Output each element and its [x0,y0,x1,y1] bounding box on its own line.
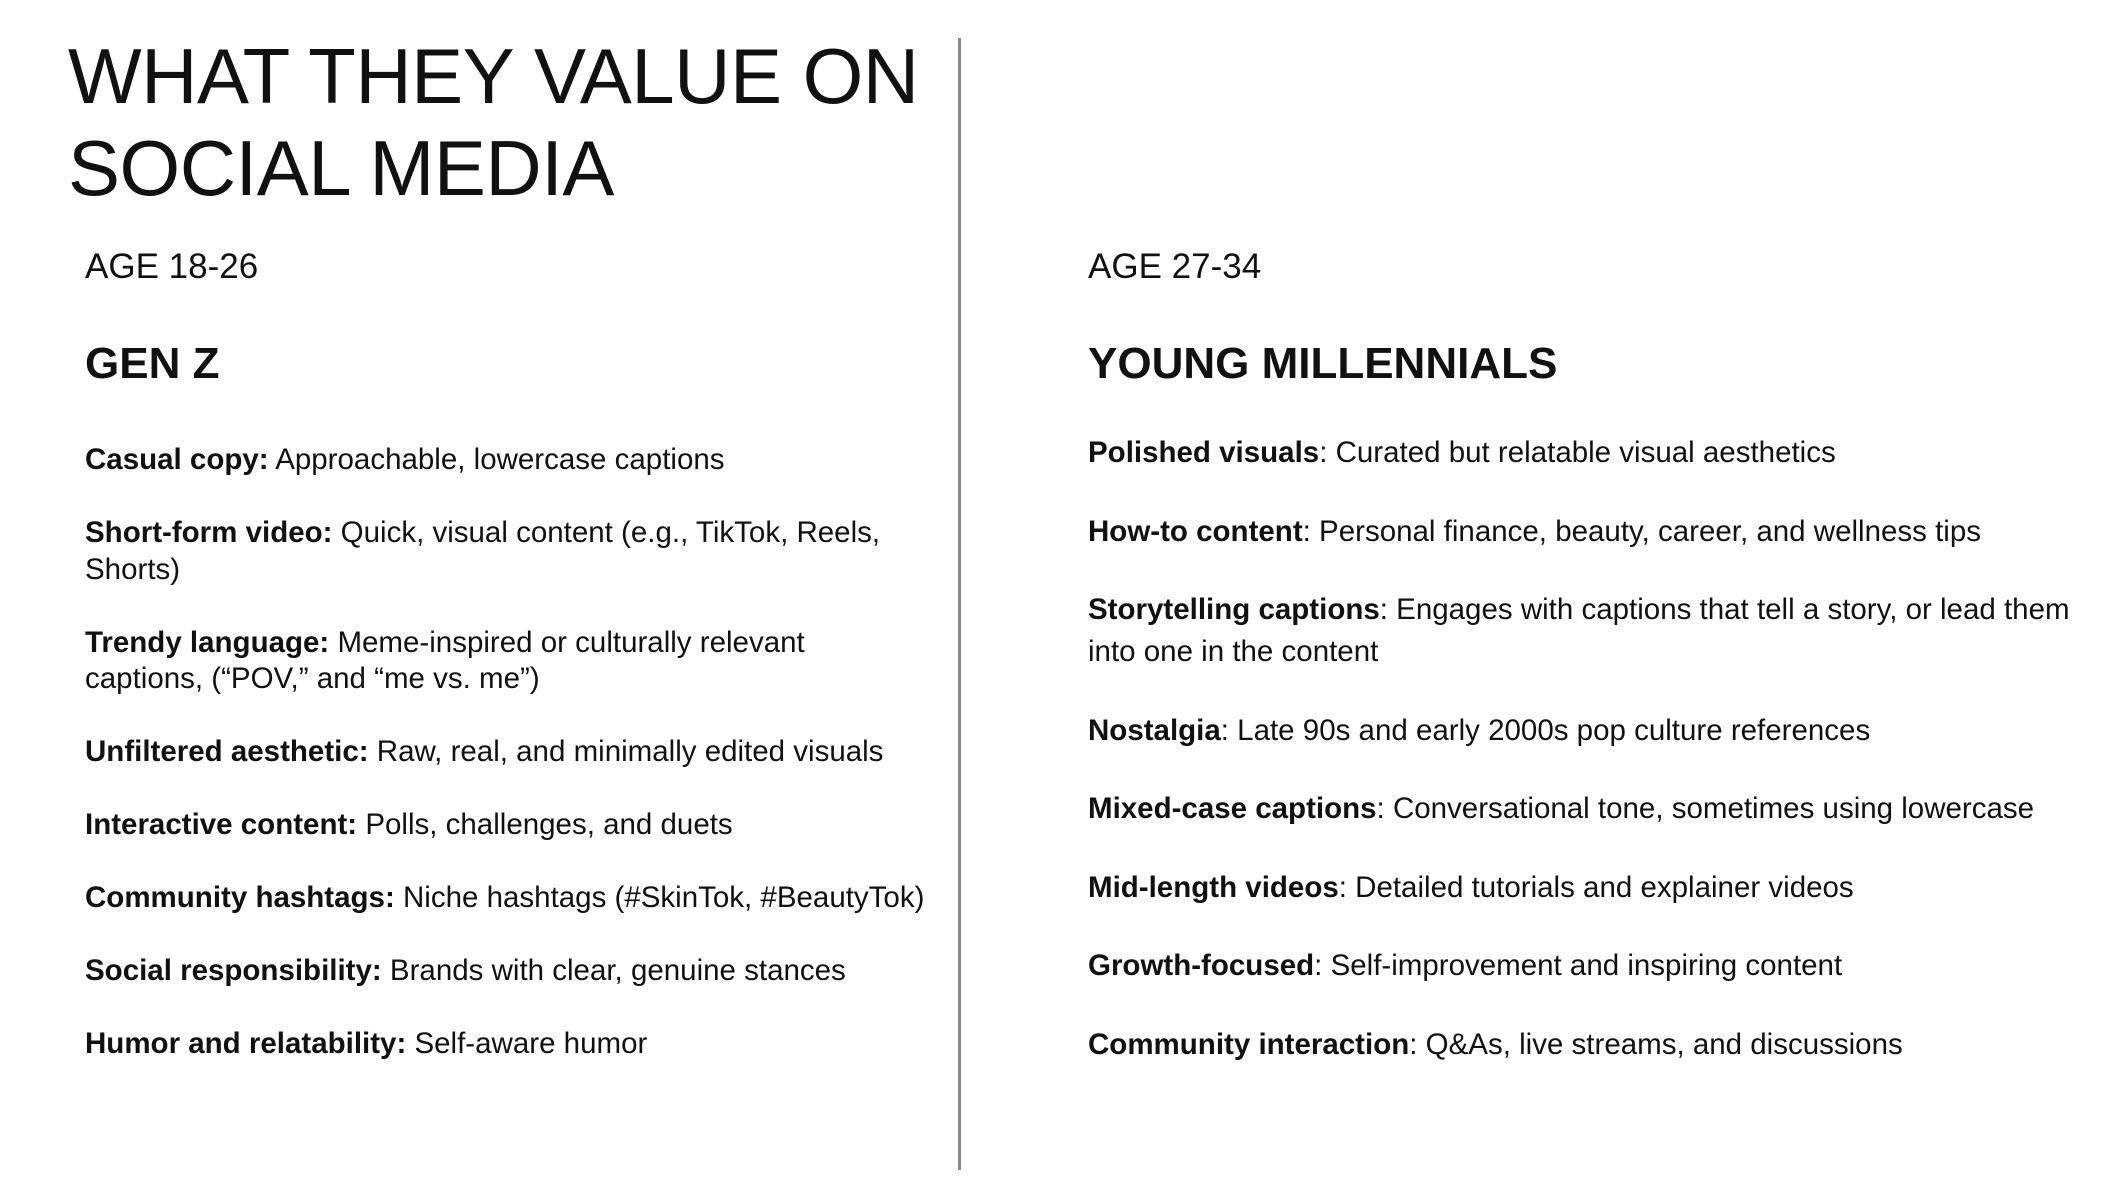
item-description: : Curated but relatable visual aesthetics [1319,436,1836,469]
value-list [1088,432,2088,1102]
item-description: : Engages with captions that tell a story, or lead them into one in the content [1088,593,2070,668]
item-description: : Conversational tone, sometimes using lowercase [1376,792,2035,825]
list-item [85,442,925,479]
list-item [1088,589,2088,673]
list-item [1088,1024,2088,1066]
list-item [1088,511,2088,553]
item-term: Mid-length videos [1088,870,1339,904]
item-term: Casual copy: [85,443,269,476]
item-term: Humor and relatability: [85,1027,407,1060]
item-term: Community interaction [1088,1027,1410,1061]
item-description: Brands with clear, genuine stances [381,954,846,987]
item-description: Approachable, lowercase captions [268,443,725,476]
item-description: Meme-inspired or culturally relevant captions, (“POV,” and “me vs. me”) [85,625,805,695]
list-item [85,807,925,844]
item-term: Polished visuals [1088,436,1320,469]
item-term: Short-form video: [85,516,333,549]
item-term: Interactive content: [85,808,358,841]
list-item [1088,945,2088,987]
item-term: Nostalgia [1088,713,1221,747]
item-description: : Personal finance, beauty, career, and wellness tips [1302,514,1981,548]
value-list [85,442,925,1099]
group-heading: YOUNG MILLENNIALS [1088,339,1558,388]
gen-z-column [85,246,925,1060]
item-description: Self-aware humor [406,1027,648,1060]
item-term: Growth-focused [1088,949,1315,982]
age-range-label: AGE 27-34 [1088,247,1262,286]
item-term: Storytelling captions [1088,593,1380,626]
item-description: : Self-improvement and inspiring content [1314,949,1843,982]
item-description: Polls, challenges, and duets [357,808,733,841]
item-term: Community hashtags: [85,881,395,914]
item-description: : Detailed tutorials and explainer videos [1338,870,1854,904]
page-title: WHAT THEY VALUE ON SOCIAL MEDIA [68,32,919,212]
item-term: Trendy language: [85,625,330,659]
list-item [85,953,925,990]
list-item [1088,710,2088,752]
column-divider [958,38,961,1170]
item-term: How-to content [1088,514,1303,548]
item-term: Social responsibility: [85,954,382,987]
young-millennials-column [1088,246,2088,1061]
list-item [85,734,925,771]
list-item [1088,788,2088,830]
list-item [1088,432,2088,474]
item-description: Quick, visual content (e.g., TikTok, Reels, Shorts) [85,516,881,586]
item-description: : Q&As, live streams, and discussions [1409,1027,1903,1061]
item-term: Mixed-case captions [1088,792,1377,825]
item-description: Raw, real, and minimally edited visuals [368,735,884,768]
item-term: Unfiltered aesthetic: [85,735,369,768]
list-item [85,515,925,588]
age-range-label: AGE 18-26 [85,247,259,286]
list-item [85,880,925,917]
list-item [85,1026,925,1063]
list-item [85,625,925,698]
list-item [1088,867,2088,909]
item-description: : Late 90s and early 2000s pop culture references [1220,713,1871,747]
group-heading: GEN Z [85,339,220,388]
item-description: Niche hashtags (#SkinTok, #BeautyTok) [394,881,925,914]
